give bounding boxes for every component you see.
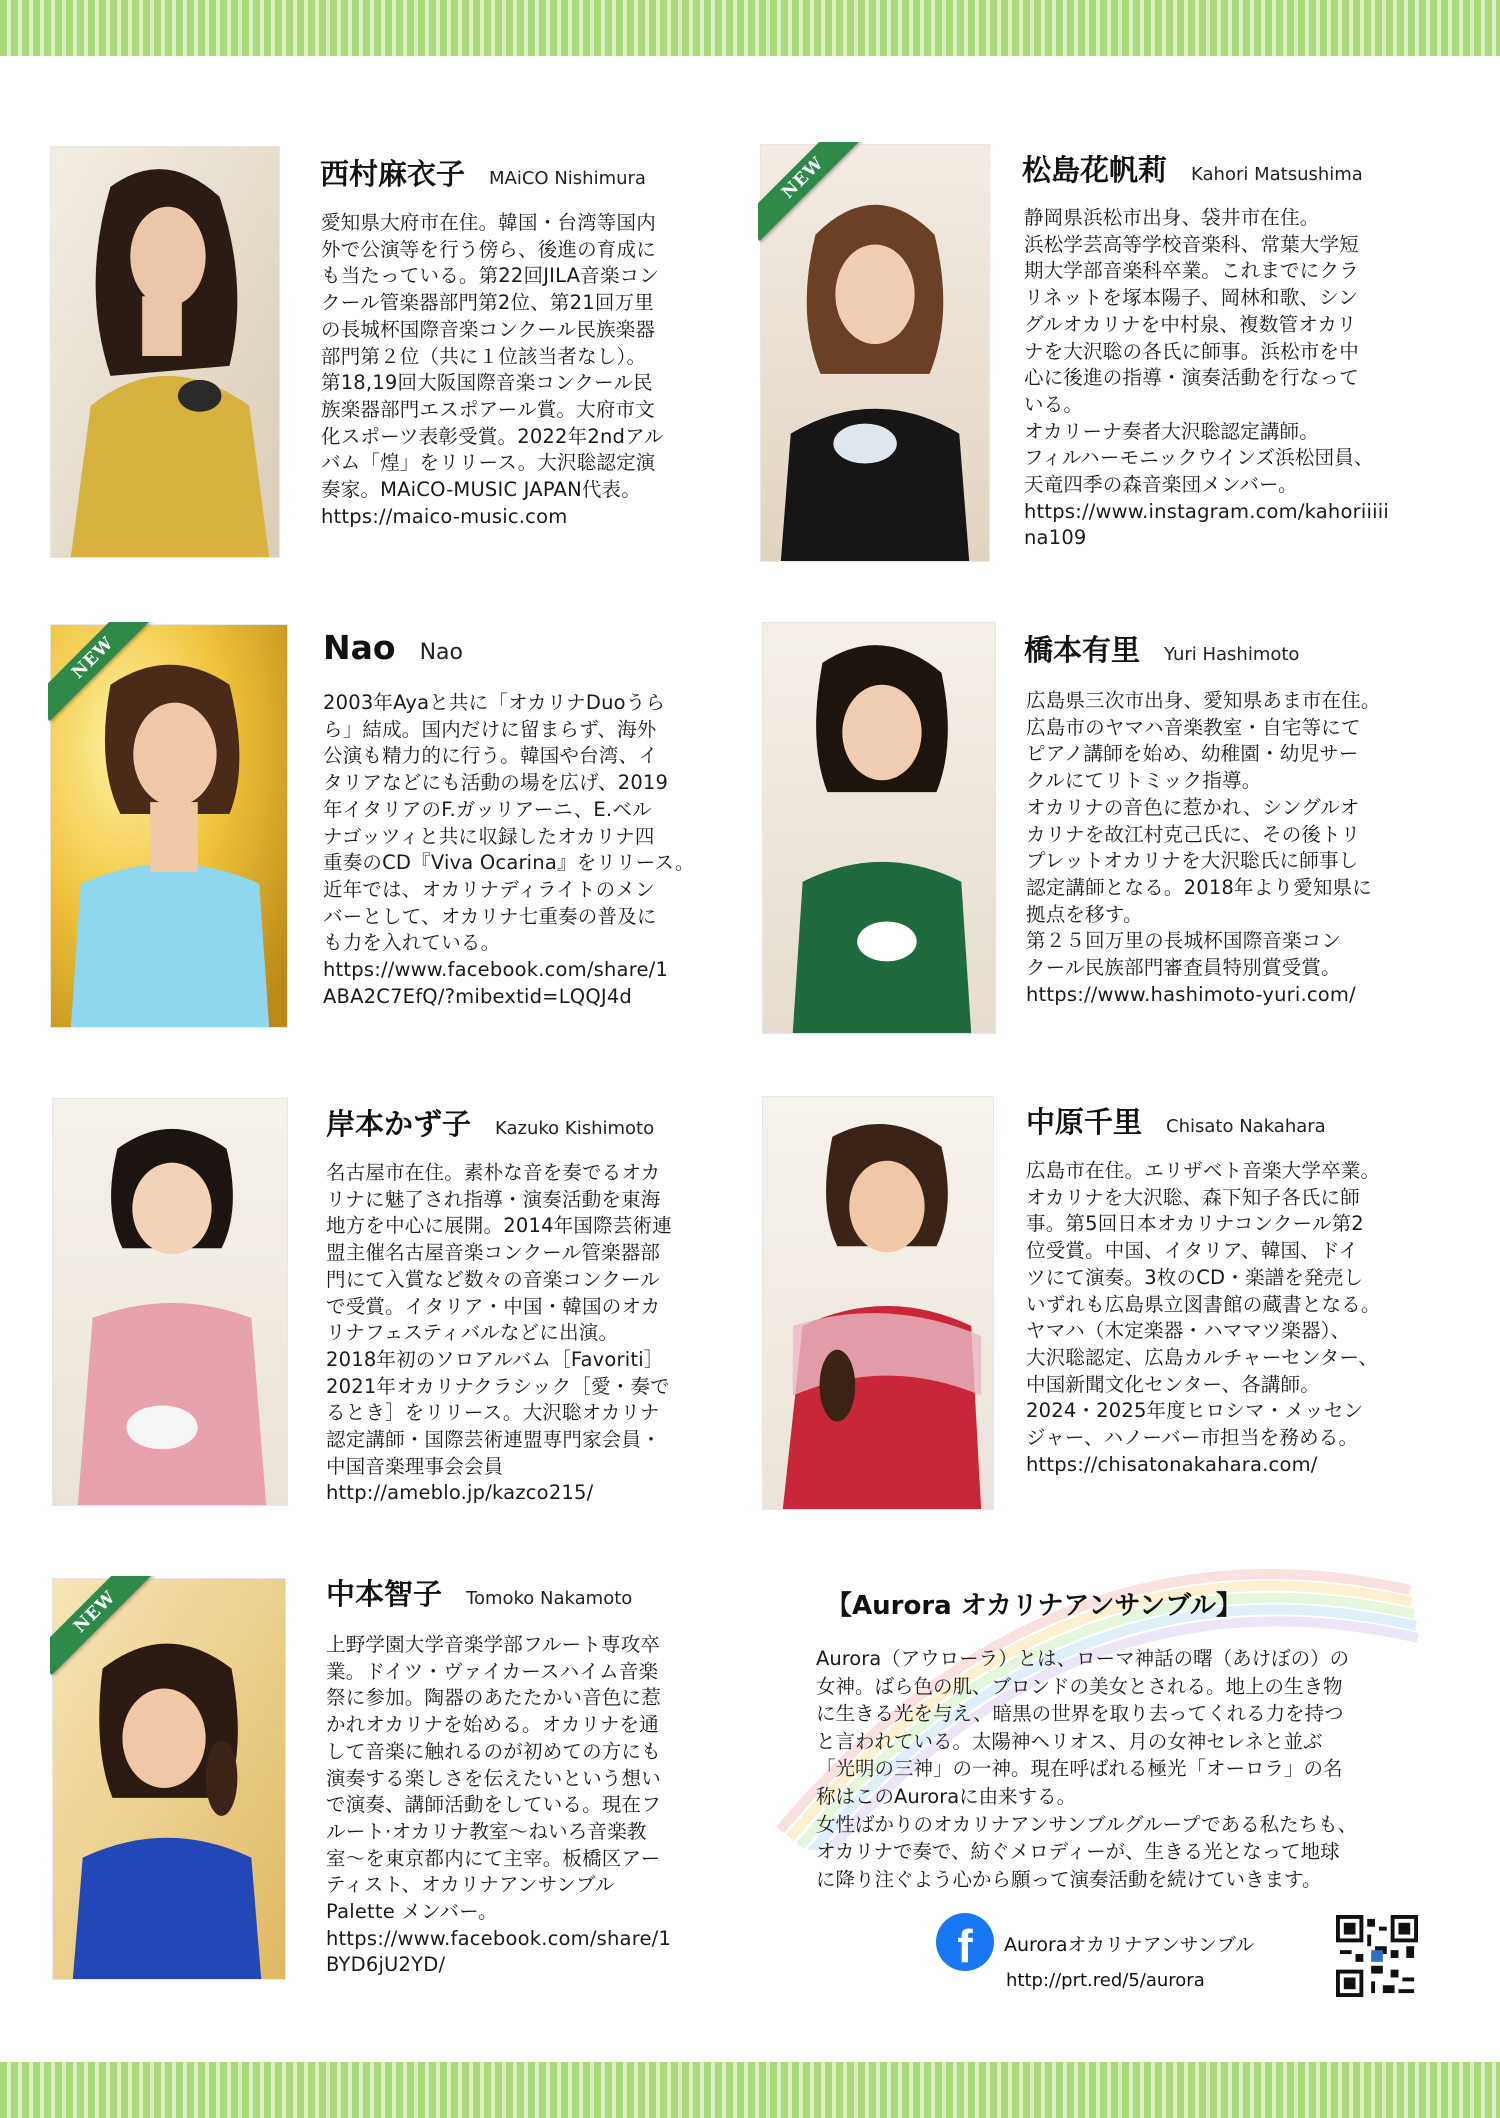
- aurora-section-title: 【Aurora オカリナアンサンブル】: [826, 1591, 1243, 1621]
- aurora-text-line: Aurora（アウローラ）とは、ローマ神話の曙（あけぼの）の: [816, 1647, 1350, 1670]
- bio-line: 拠点を移す。: [1026, 902, 1143, 926]
- performer-website-link[interactable]: https://www.facebook.com/share/1: [326, 1926, 672, 1950]
- performer-website-link[interactable]: https://www.hashimoto-yuri.com/: [1026, 982, 1356, 1006]
- bio-line: して音楽に触れるのが初めての方にも: [326, 1739, 661, 1763]
- bio-line: 地方を中心に展開。2014年国際芸術連: [326, 1214, 672, 1238]
- performer-bio: [326, 1160, 672, 1507]
- bio-line: 認定講師・国際芸術連盟専門家会員・: [326, 1428, 661, 1452]
- bio-line: オカリーナ奏者大沢聡認定講師。: [1024, 419, 1319, 443]
- bio-line: 近年では、オカリナディライトのメン: [323, 877, 655, 901]
- new-badge: [50, 1576, 158, 1684]
- new-badge-label: NEW: [48, 622, 156, 721]
- new-badge-label: NEW: [758, 142, 866, 241]
- bio-line: ナゴッツィと共に収録したオカリナ四: [323, 824, 655, 848]
- performer-bio: [321, 210, 664, 530]
- bio-line: 祭に参加。陶器のあたたかい音色に惹: [326, 1686, 661, 1710]
- aurora-text-line: に生きる光を与え、暗黒の世界を取り去ってくれる力を持つ: [816, 1702, 1344, 1726]
- performer-photo: [52, 1098, 288, 1506]
- performer-name-en: MAiCO Nishimura: [489, 168, 646, 189]
- new-badge-label: NEW: [50, 1576, 158, 1675]
- bio-line: いる。: [1024, 392, 1084, 416]
- bio-line: オカリナの音色に惹かれ、シングルオ: [1026, 795, 1360, 819]
- performer-name-en: Yuri Hashimoto: [1164, 644, 1300, 665]
- aurora-text-line: 女性ばかりのオカリナアンサンブルグループである私たちも、: [816, 1812, 1358, 1836]
- bio-line: 名古屋市在住。素朴な音を奏でるオカ: [326, 1161, 661, 1184]
- bio-line: バム「煌」をリリース。大沢聡認定演: [321, 451, 656, 475]
- performer-website-link[interactable]: https://chisatonakahara.com/: [1026, 1452, 1318, 1476]
- new-badge: [758, 142, 866, 250]
- performer-website-link[interactable]: BYD6jU2YD/: [326, 1953, 446, 1977]
- bio-line: 化スポーツ表彰受賞。2022年2ndアル: [321, 424, 664, 448]
- bio-line: 部門第２位（共に１位該当者なし）。: [321, 344, 647, 368]
- bio-line: ジャー、ハノーバー市担当を務める。: [1026, 1426, 1359, 1450]
- performer-photo: [50, 146, 280, 558]
- bio-line: 広島県三次市出身、愛知県あま市在住。: [1026, 689, 1381, 712]
- bio-line: 中国音楽理事会会員: [326, 1454, 504, 1478]
- aurora-text-line: 「光明の三神」の一神。現在呼ばれる極光「オーロラ」の名: [816, 1757, 1343, 1781]
- bio-line: 2021年オカリナクラシック［愛・奏で: [326, 1374, 670, 1398]
- bio-line: の長城杯国際音楽コンクール民族楽器: [321, 317, 656, 341]
- bio-line: リナに魅了され指導・演奏活動を東海: [326, 1187, 661, 1211]
- performer-website-link[interactable]: http://ameblo.jp/kazco215/: [326, 1481, 594, 1505]
- bio-line: で演奏、講師活動をしている。現在フ: [326, 1793, 661, 1817]
- bio-line: クール管楽器部門第2位、第21回万里: [321, 291, 654, 315]
- performer-name-jp: Nao: [323, 628, 396, 667]
- performer-name-en: Chisato Nakahara: [1166, 1116, 1326, 1137]
- bio-line: リナフェスティバルなどに出演。: [326, 1321, 619, 1345]
- bio-line: ツにて演奏。3枚のCD・楽譜を発売し: [1026, 1265, 1364, 1289]
- bio-line: プレットオカリナを大沢聡氏に師事し: [1026, 849, 1359, 873]
- performer-photo: [762, 1096, 994, 1510]
- bio-line: クール民族部門審査員特別賞受賞。: [1026, 956, 1341, 980]
- bio-line: 門にて入賞など数々の音楽コンクール: [326, 1267, 661, 1291]
- bio-line: Palette メンバー。: [326, 1900, 498, 1924]
- bio-line: 認定講師となる。2018年より愛知県に: [1026, 875, 1372, 899]
- aurora-description: [816, 1645, 1456, 1893]
- bio-line: 上野学園大学音楽学部フルート専攻卒: [326, 1633, 661, 1656]
- bio-line: 奏家。MAiCO-MUSIC JAPAN代表。: [321, 478, 641, 502]
- bio-line: クルにてリトミック指導。: [1026, 769, 1262, 793]
- bio-line: フィルハーモニックウインズ浜松団員、: [1024, 446, 1374, 470]
- bio-line: ピアノ講師を始め、幼稚園・幼児サー: [1026, 742, 1359, 766]
- performer-website-link[interactable]: https://www.instagram.com/kahoriiiii: [1024, 499, 1389, 523]
- bio-line: 盟主催名古屋音楽コンクール管楽器部: [326, 1241, 661, 1265]
- facebook-page-label[interactable]: Auroraオカリナアンサンブル: [1004, 1934, 1255, 1956]
- bio-line: バーとして、オカリナ七重奏の普及に: [323, 904, 657, 928]
- performer-name-jp: 橋本有里: [1024, 633, 1141, 667]
- aurora-url-link[interactable]: http://prt.red/5/aurora: [1006, 1970, 1205, 1991]
- bio-line: 心に後進の指導・演奏活動を行なって: [1024, 366, 1359, 390]
- performer-name-jp: 岸本かず子: [326, 1107, 472, 1141]
- bio-line: オカリナを大沢聡、森下知子各氏に師: [1026, 1185, 1360, 1209]
- bio-line: 2024・2025年度ヒロシマ・メッセン: [1026, 1399, 1364, 1423]
- bio-line: 第18,19回大阪国際音楽コンクール民: [321, 371, 653, 395]
- aurora-text-line: 女神。ばら色の肌、ブロンドの美女とされる。地上の生き物: [816, 1674, 1343, 1698]
- bio-line: 大沢聡認定、広島カルチャーセンター、: [1026, 1345, 1379, 1369]
- bio-line: 業。ドイツ・ヴァイカースハイム音楽: [326, 1659, 659, 1683]
- bio-line: 族楽器部門エスポアール賞。大府市文: [321, 397, 655, 421]
- bio-line: グルオカリナを中村泉、複数管オカリ: [1024, 312, 1357, 336]
- performer-name-en: Tomoko Nakamoto: [466, 1588, 633, 1609]
- top-border-stripe: [0, 0, 1500, 56]
- performer-website-link[interactable]: ABA2C7EfQ/?mibextid=LQQJ4d: [323, 984, 633, 1008]
- performer-name-en: Kazuko Kishimoto: [495, 1118, 655, 1139]
- bio-line: かれオカリナを始める。オカリナを通: [326, 1713, 659, 1737]
- performer-name-en: Nao: [419, 640, 463, 665]
- facebook-icon[interactable]: f: [936, 1913, 994, 1971]
- performer-bio: [1026, 1158, 1381, 1478]
- bio-line: いずれも広島県立図書館の蔵書となる。: [1026, 1292, 1381, 1316]
- bio-line: 中国新聞文化センター、各講師。: [1026, 1372, 1320, 1396]
- new-badge: [48, 622, 156, 730]
- bio-line: ヤマハ（木定楽器・ハママツ楽器）、: [1026, 1319, 1351, 1343]
- aurora-text-line: に降り注ぐよう心から願って演奏活動を続けていきます。: [816, 1867, 1322, 1891]
- bio-line: 公演も精力的に行う。韓国や台湾、イ: [323, 744, 658, 768]
- performer-bio: [1026, 688, 1381, 1008]
- performer-name-jp: 西村麻衣子: [320, 157, 466, 191]
- bio-line: 2003年Ayaと共に「オカリナDuoうら: [323, 691, 666, 714]
- performer-website-link[interactable]: https://maico-music.com: [321, 504, 568, 528]
- bio-line: 外で公演等を行う傍ら、後進の育成に: [321, 237, 656, 261]
- performer-bio: [1024, 205, 1389, 552]
- performer-name-en: Kahori Matsushima: [1191, 164, 1363, 185]
- bio-line: リネットを塚本陽子、岡林和歌、シン: [1024, 286, 1359, 310]
- qr-code-icon[interactable]: [1336, 1915, 1418, 1997]
- bio-line: 天竜四季の森音楽団メンバー。: [1024, 473, 1298, 497]
- bottom-border-stripe: [0, 2062, 1500, 2118]
- performer-bio: [323, 690, 695, 1010]
- bio-line: 広島市のヤマハ音楽教室・自宅等にて: [1026, 715, 1361, 739]
- aurora-text-line: と言われている。太陽神ヘリオス、月の女神セレネと並ぶ: [816, 1729, 1323, 1753]
- bio-line: 演奏する楽しさを伝えたいという想い: [326, 1766, 661, 1790]
- bio-line: タリアなどにも活動の場を広げ、2019: [323, 771, 669, 795]
- bio-line: 愛知県大府市在住。韓国・台湾等国内: [321, 211, 656, 234]
- performer-website-link[interactable]: https://www.facebook.com/share/1: [323, 958, 669, 982]
- performer-name-jp: 中原千里: [1026, 1105, 1143, 1139]
- performer-website-link[interactable]: na109: [1024, 526, 1087, 550]
- bio-line: 浜松学芸高等学校音楽科、常葉大学短: [1024, 232, 1359, 256]
- bio-line: ナを大沢聡の各氏に師事。浜松市を中: [1024, 339, 1359, 363]
- bio-line: 年イタリアのF.ガッリアーニ、E.ベル: [323, 797, 652, 821]
- bio-line: るとき］をリリース。大沢聡オカリナ: [326, 1401, 660, 1425]
- bio-line: カリナを故江村克己氏に、その後トリ: [1026, 822, 1361, 846]
- bio-line: ルート·オカリナ教室〜ねいろ音楽教: [326, 1819, 647, 1843]
- bio-line: 重奏のCD『Viva Ocarina』をリリース。: [323, 851, 695, 875]
- bio-line: 静岡県浜松市出身、袋井市在住。: [1024, 206, 1320, 229]
- bio-line: 期大学部音楽科卒業。これまでにクラ: [1024, 259, 1359, 283]
- performer-photo: [762, 622, 996, 1034]
- bio-line: も力を入れている。: [323, 931, 501, 955]
- performer-bio: [326, 1632, 671, 1979]
- performer-name-jp: 中本智子: [326, 1577, 443, 1611]
- bio-line: 位受賞。中国、イタリア、韓国、ドイ: [1026, 1239, 1359, 1263]
- bio-line: ら」結成。国内だけに留まらず、海外: [323, 717, 657, 741]
- bio-line: で受賞。イタリア・中国・韓国のオカ: [326, 1294, 661, 1318]
- bio-line: 事。第5回日本オカリナコンクール第2: [1026, 1212, 1364, 1236]
- bio-line: 2018年初のソロアルバム［Favoriti］: [326, 1347, 664, 1371]
- bio-line: 室〜を東京都内にて主宰。板橋区アー: [326, 1846, 661, 1870]
- performer-name-jp: 松島花帆莉: [1022, 153, 1168, 187]
- aurora-text-line: 称はこのAuroraに由来する。: [816, 1784, 1077, 1808]
- bio-line: ティスト、オカリナアンサンブル: [326, 1873, 615, 1897]
- bio-line: 第２５回万里の長城杯国際音楽コン: [1026, 929, 1342, 953]
- bio-line: 広島市在住。エリザベト音楽大学卒業。: [1026, 1159, 1381, 1182]
- bio-line: も当たっている。第22回JILA音楽コン: [321, 264, 659, 288]
- aurora-text-line: オカリナで奏で、紡ぐメロディーが、生きる光となって地球: [816, 1840, 1340, 1864]
